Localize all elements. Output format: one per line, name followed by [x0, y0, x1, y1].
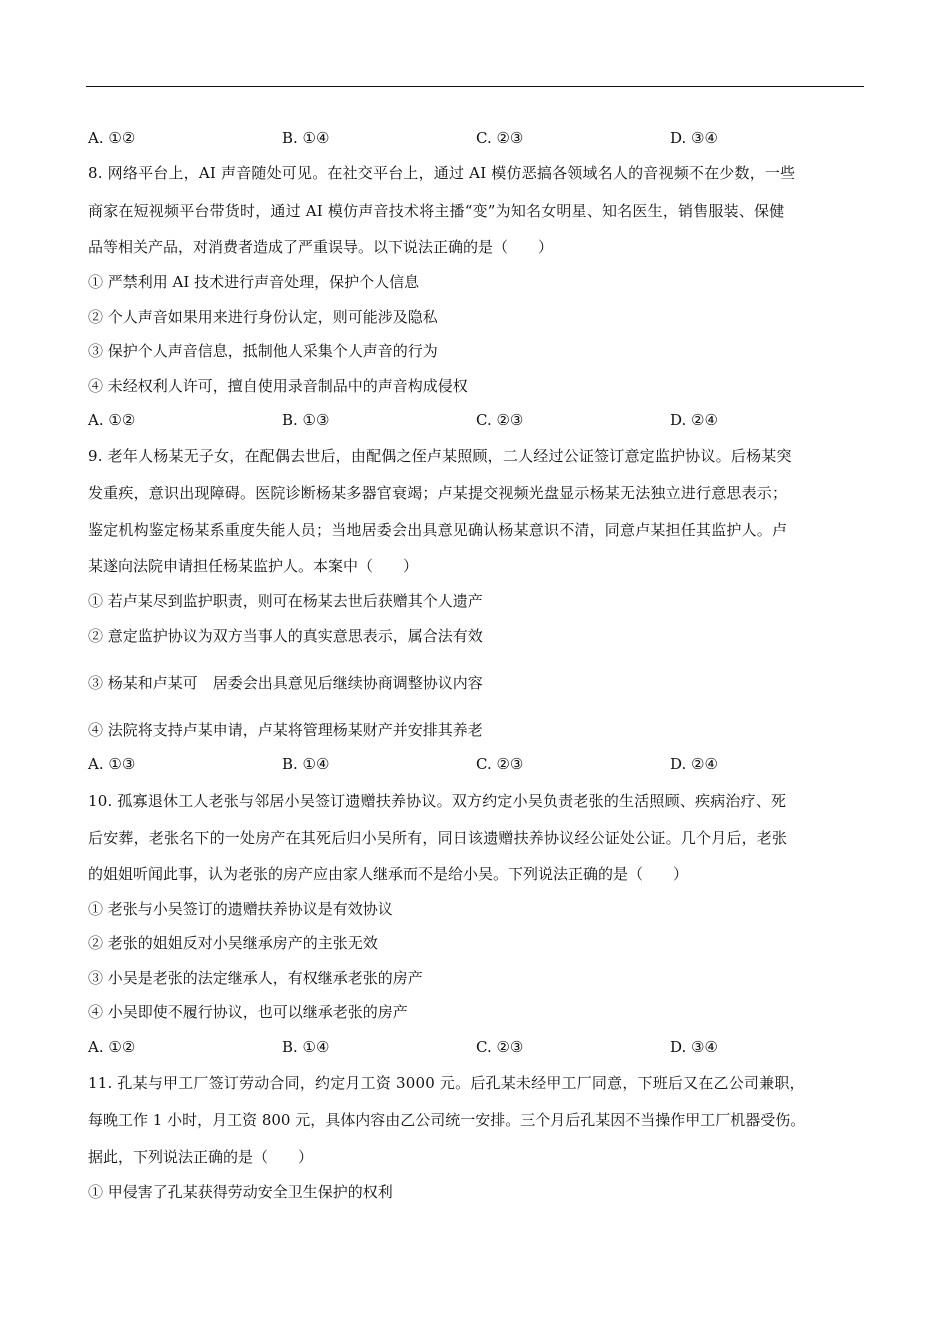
- option-b: B. ①④: [282, 1038, 330, 1056]
- q9-stem-line-2: 发重疾，意识出现障碍。医院诊断杨某多器官衰竭；卢某提交视频光盘显示杨某无法独立进行意思表示；: [88, 484, 788, 502]
- q7-options: [88, 128, 848, 148]
- option-d: D. ③④: [670, 129, 718, 147]
- q9-stem-line-3: 鉴定机构鉴定杨某系重度失能人员；当地居委会出具意见确认杨某意识不清，同意卢某担任其监护人。卢: [88, 521, 788, 539]
- q11-stem-line-1: 11. 孔某与甲工厂签订劳动合同，约定月工资 3000 元。后孔某未经甲工厂同意，下班后又在乙公司兼职，: [88, 1074, 805, 1092]
- q10-stem-line-2: 后安葬，老张名下的一处房产在其死后归小吴所有，同日该遗赠扶养协议经公证处公证。几个月后，老张: [88, 829, 788, 847]
- q11-stem-line-2: 每晚工作 1 小时，月工资 800 元，具体内容由乙公司统一安排。三个月后孔某因不当操作甲工厂机器受伤。: [88, 1111, 806, 1129]
- q10-options: [88, 1037, 848, 1057]
- q9-statement-2: ② 意定监护协议为双方当事人的真实意思表示，属合法有效: [88, 627, 483, 645]
- q10-statement-1: ① 老张与小吴签订的遗赠扶养协议是有效协议: [88, 900, 393, 918]
- q11-statement-1: ① 甲侵害了孔某获得劳动安全卫生保护的权利: [88, 1183, 393, 1201]
- option-a: A. ①②: [88, 129, 136, 147]
- option-a: A. ①②: [88, 1038, 136, 1056]
- option-d: D. ②④: [670, 755, 718, 773]
- option-c: C. ②③: [476, 755, 524, 773]
- q8-statement-4: ④ 未经权利人许可，擅自使用录音制品中的声音构成侵权: [88, 377, 468, 395]
- option-b: B. ①④: [282, 755, 330, 773]
- q10-statement-3: ③ 小吴是老张的法定继承人，有权继承老张的房产: [88, 969, 423, 987]
- option-c: C. ②③: [476, 129, 524, 147]
- q8-options: [88, 410, 848, 430]
- q8-statement-2: ② 个人声音如果用来进行身份认定，则可能涉及隐私: [88, 308, 438, 326]
- q8-stem-line-1: 8. 网络平台上，AI 声音随处可见。在社交平台上，通过 AI 模仿恶搞各领域名人的音视频不在少数，一些: [88, 164, 796, 182]
- q9-statement-1: ① 若卢某尽到监护职责，则可在杨某去世后获赠其个人遗产: [88, 592, 483, 610]
- q9-statement-3: ③ 杨某和卢某可 居委会出具意见后继续协商调整协议内容: [88, 674, 483, 692]
- q8-stem-line-3: 品等相关产品，对消费者造成了严重误导。以下说法正确的是（ ）: [88, 238, 554, 256]
- q9-statement-4: ④ 法院将支持卢某申请，卢某将管理杨某财产并安排其养老: [88, 721, 483, 739]
- q10-statement-4: ④ 小吴即使不履行协议，也可以继承老张的房产: [88, 1003, 408, 1021]
- option-d: D. ③④: [670, 1038, 718, 1056]
- option-c: C. ②③: [476, 1038, 524, 1056]
- q9-stem-line-4: 某遂向法院申请担任杨某监护人。本案中（ ）: [88, 557, 419, 575]
- option-b: B. ①③: [282, 411, 330, 429]
- q11-stem-line-3: 据此，下列说法正确的是（ ）: [88, 1148, 314, 1166]
- q9-stem-line-1: 9. 老年人杨某无子女，在配偶去世后，由配偶之侄卢某照顾，二人经过公证签订意定监护协议。后杨某突: [88, 447, 792, 465]
- q10-statement-2: ② 老张的姐姐反对小吴继承房产的主张无效: [88, 934, 378, 952]
- q8-stem-line-2: 商家在短视频平台带货时，通过 AI 模仿声音技术将主播“变”为知名女明星、知名医生，销售服装、保健: [88, 202, 785, 220]
- q10-stem-line-1: 10. 孤寡退休工人老张与邻居小吴签订遗赠扶养协议。双方约定小吴负责老张的生活照顾、疾病治疗、死: [88, 792, 787, 810]
- q9-options: [88, 754, 848, 774]
- option-a: A. ①②: [88, 411, 136, 429]
- q10-stem-line-3: 的姐姐听闻此事，认为老张的房产应由家人继承而不是给小吴。下列说法正确的是（ ）: [88, 865, 689, 883]
- option-b: B. ①④: [282, 129, 330, 147]
- option-d: D. ②④: [670, 411, 718, 429]
- option-c: C. ②③: [476, 411, 524, 429]
- q8-statement-1: ① 严禁利用 AI 技术进行声音处理，保护个人信息: [88, 273, 420, 291]
- header-rule: [86, 86, 864, 87]
- option-a: A. ①③: [88, 755, 136, 773]
- q8-statement-3: ③ 保护个人声音信息，抵制他人采集个人声音的行为: [88, 342, 438, 360]
